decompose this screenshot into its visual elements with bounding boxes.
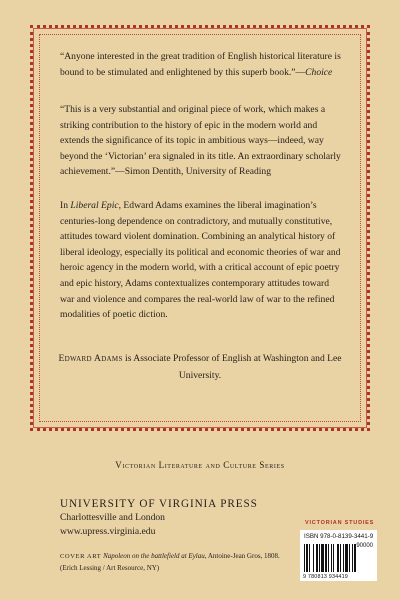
author-bio	[40, 350, 360, 384]
series-title: Victorian Literature and Culture Series	[115, 460, 285, 470]
cover-art-credit-text: , Antoine-Jean Gros, 1808. (Erich Lessing / Art Resource, NY)	[60, 552, 280, 572]
barcode-panel	[300, 530, 377, 581]
cover-art-label: COVER ART	[60, 553, 102, 560]
publisher-website: www.upress.virginia.edu	[60, 525, 156, 537]
review-quote-dentith: “This is a very substantial and original piece of work, which makes a striking contribution to the history of epic in the modern world and extends the significance of its topic in ambitious ways—indeed, way beyond the ‘Victorian’ era signaled in its title. An extraordinary scholarly achievement.”—Simon Dentith, University of Reading	[60, 104, 341, 178]
cover-art-title: Napoleon on the battlefield at Eylau	[103, 552, 205, 560]
publisher-block	[60, 497, 280, 538]
review-quote-choice	[60, 49, 344, 80]
ean-number: 9 780813 934419	[303, 574, 348, 580]
author-name: Edward Adams	[58, 353, 123, 364]
cover-art-credit	[60, 551, 292, 573]
review-source: Choice	[305, 66, 333, 78]
publisher-name: UNIVERSITY OF VIRGINIA PRESS	[60, 498, 258, 510]
book-title: Liberal Epic	[70, 200, 119, 211]
book-description	[60, 198, 344, 323]
isbn-text: ISBN 978-0-8139-3441-9	[304, 533, 374, 540]
description-body: , Edward Adams examines the liberal imagination’s centuries-long dependence on contradictory, and mutually constitutive, attitudes toward violent domination. Combining an analytical history of liberal ideology, especially its political and economic theories of war and heroic agency in the modern world, with a critical account of epic poetry and epic history, Adams contextualizes contemporary attitudes toward war and violence and compares the real-world law of war to the refined modalities of poetic diction.	[60, 200, 341, 321]
barcode-icon	[304, 544, 373, 572]
review-quote-text: “Anyone interested in the great tradition of English historical literature is bound to be stimulated and enlightened by this superb book.”—	[60, 51, 341, 78]
price-code: 90000	[356, 543, 373, 549]
subject-label: VICTORIAN STUDIES	[305, 520, 375, 526]
author-bio-text: is Associate Professor of English at Washington and Lee University.	[122, 353, 342, 381]
description-prefix: In	[60, 200, 71, 211]
publisher-location: Charlottesville and London	[60, 512, 165, 523]
